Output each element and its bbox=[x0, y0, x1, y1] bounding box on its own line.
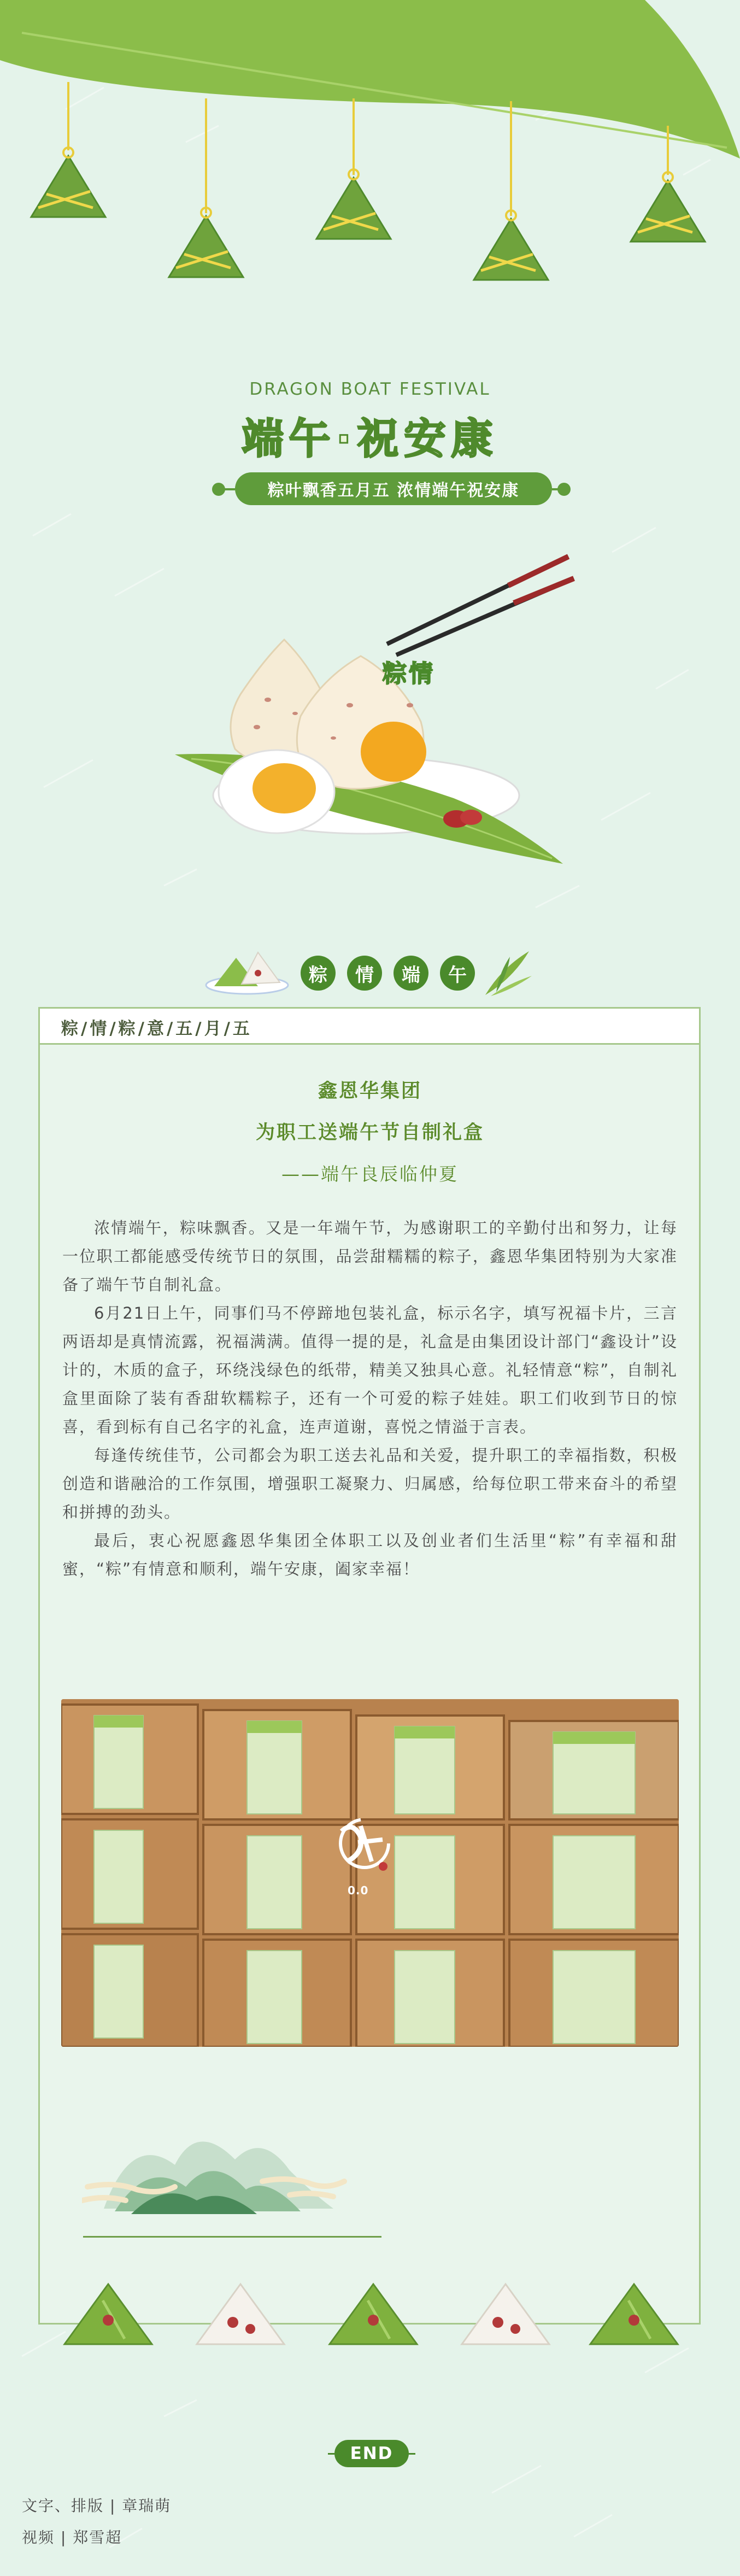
zongzi-row bbox=[60, 2279, 689, 2355]
illustration-label: 粽情 bbox=[383, 660, 435, 688]
zongzi-white-2 bbox=[462, 2284, 549, 2344]
end-marker: END bbox=[334, 2440, 409, 2467]
credit-video: 视频 | 郑雪超 bbox=[22, 2528, 122, 2546]
badge-char-3: 端 bbox=[394, 956, 428, 991]
festival-chinese-title: 端午·祝安康 bbox=[242, 414, 498, 463]
slogan-banner: 粽叶飘香五月五 浓情端午祝安康 bbox=[235, 472, 552, 505]
decor-divider bbox=[83, 2236, 381, 2238]
paragraph-1: 浓情端午，粽味飘香。又是一年端午节，为感谢职工的辛勤付出和努力，让每一位职工都能感受传统节日的氛围，品尝甜糯糯的粽子，鑫恩华集团特别为大家准备了端午节自制礼盒。 bbox=[62, 1219, 678, 1294]
plate-zongzi-icon bbox=[203, 941, 294, 996]
article-title: 为职工送端午节自制礼盒 bbox=[255, 1122, 484, 1144]
article-company: 鑫恩华集团 bbox=[318, 1080, 422, 1102]
zongzi-green-2 bbox=[330, 2284, 417, 2344]
zongzi-white-1 bbox=[197, 2284, 284, 2344]
photo-watermark-logo bbox=[331, 1810, 396, 1881]
article-tab-label: 粽/情/粽/意/五/月/五 bbox=[61, 1019, 252, 1039]
paragraph-4: 最后，衷心祝愿鑫恩华集团全体职工以及创业者们生活里“粽”有幸福和甜蜜，“粽”有情意和顺利，端午安康，阖家幸福！ bbox=[62, 1531, 678, 1578]
credit-text-layout: 文字、排版 | 章瑞萌 bbox=[22, 2497, 172, 2515]
leaf-banner bbox=[0, 0, 740, 306]
slogan-dot-left bbox=[212, 483, 225, 496]
rice-dumpling-illustration bbox=[169, 541, 585, 880]
paragraph-3: 每逢传统佳节，公司都会为职工送去礼品和关爱，提升职工的幸福指数，积极创造和谐融洽的工作氛围，增强职工凝聚力、归属感，给每位职工带来奋斗的希望和拼搏的劲头。 bbox=[62, 1446, 678, 1521]
photo-watermark-caption: 0.0 bbox=[348, 1884, 369, 1897]
badge-char-2: 情 bbox=[347, 956, 382, 991]
slogan-dot-right bbox=[557, 483, 571, 496]
zongzi-green-1 bbox=[64, 2284, 152, 2344]
article-subtitle: ——端午良辰临仲夏 bbox=[281, 1163, 459, 1185]
bamboo-leaf-icon bbox=[480, 946, 535, 1000]
paragraph-2: 6月21日上午，同事们马不停蹄地包装礼盒，标示名字，填写祝福卡片，三言两语却是真情流露，祝福满满。值得一提的是，礼盒是由集团设计部门“鑫设计”设计的，木质的盒子，环绕浅绿色的纸带，精美又独具心意。礼轻情意“粽”，自制礼盒里面除了装有香甜软糯粽子，还有一个可爱的粽子娃娃。职工们收到节日的惊喜，看到标有自己名字的礼盒，连声道谢，喜悦之情溢于言表。 bbox=[62, 1304, 678, 1436]
badge-char-1: 粽 bbox=[301, 956, 336, 991]
mountains-illustration bbox=[82, 2099, 355, 2225]
article-body bbox=[62, 1184, 678, 1583]
end-line-right bbox=[409, 2453, 415, 2455]
zongzi-green-3 bbox=[590, 2284, 678, 2344]
end-line-left bbox=[328, 2453, 334, 2455]
hanging-zongzi-group bbox=[31, 148, 705, 280]
festival-english-title: DRAGON BOAT FESTIVAL bbox=[249, 379, 491, 399]
badge-char-4: 午 bbox=[440, 956, 475, 991]
